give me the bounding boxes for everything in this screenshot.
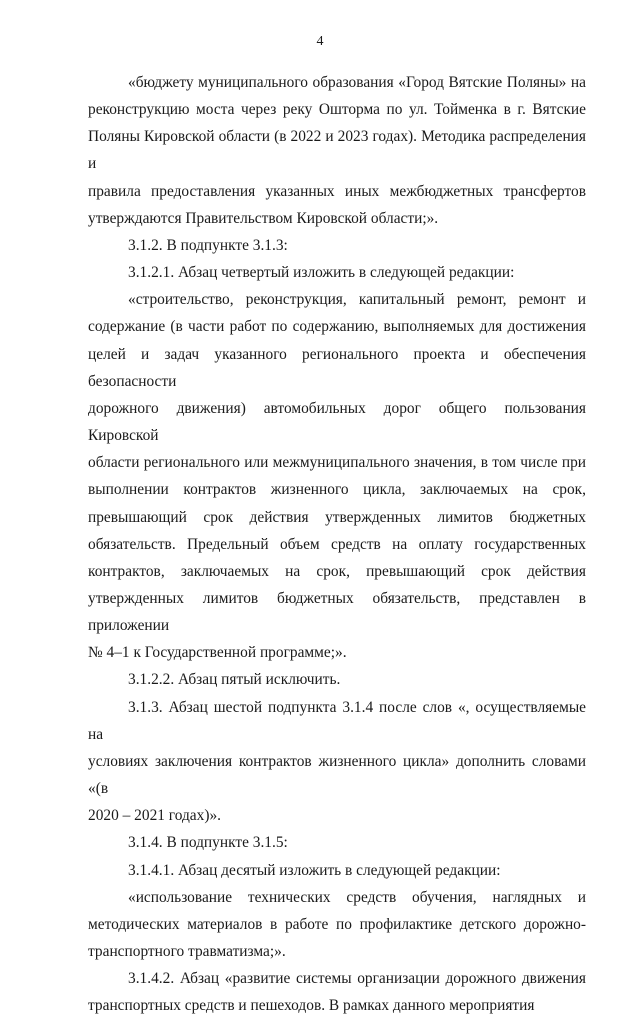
text-line: целей и задач указанного регионального проекта и обеспечения безопасности [88, 345, 586, 390]
paragraph [88, 694, 586, 830]
text-line: утверждаются Правительством Кировской области;». [88, 209, 439, 227]
paragraph [88, 965, 586, 1019]
text-line: условиях заключения контрактов жизненного цикла» дополнить словами «(в [88, 752, 586, 798]
paragraph [88, 666, 586, 693]
text-line: транспортных средств и пешеходов. В рамках данного мероприятия [88, 997, 535, 1015]
text-line: 3.1.2.2. Абзац пятый исключить. [128, 671, 341, 689]
text-line: 3.1.2.1. Абзац четвертый изложить в следующей редакции: [128, 264, 515, 282]
text-line: реконструкцию моста через реку Ошторма по ул. Тойменка в г. Вятские [88, 101, 586, 119]
document-body [88, 69, 586, 1019]
text-line: транспортного травматизма;». [88, 943, 286, 960]
paragraph [88, 884, 586, 965]
text-line: № 4–1 к Государственной программе;». [88, 644, 347, 662]
text-line: содержание (в части работ по содержанию, выполняемых для достижения [88, 318, 586, 336]
text-line: методических материалов в работе по профилактике детского дорожно- [88, 915, 586, 933]
paragraph [88, 286, 586, 666]
text-line: превышающий срок действия утвержденных лимитов бюджетных [88, 508, 586, 526]
paragraph [88, 232, 586, 259]
text-line: «бюджету муниципального образования «Город Вятские Поляны» на [128, 74, 586, 91]
text-line: «использование технических средств обучения, наглядных и [128, 888, 586, 906]
text-line: правила предоставления указанных иных межбюджетных трансфертов [88, 182, 586, 200]
text-line: дорожного движения) автомобильных дорог общего пользования Кировской [88, 399, 586, 445]
text-line: контрактов, заключаемых на срок, превышающий срок действия [88, 562, 586, 580]
text-line: 3.1.2. В подпункте 3.1.3: [128, 236, 288, 254]
text-line: утвержденных лимитов бюджетных обязательств, представлен в приложении [88, 589, 586, 635]
text-line: 2020 – 2021 годах)». [88, 807, 222, 825]
text-line: обязательств. Предельный объем средств на оплату государственных [88, 535, 586, 553]
paragraph [88, 829, 586, 856]
text-line: Поляны Кировской области (в 2022 и 2023 годах). Методика распределения и [88, 128, 586, 173]
text-line: выполнении контрактов жизненного цикла, заключаемых на срок, [88, 481, 586, 499]
text-line: 3.1.4.2. Абзац «развитие системы организации дорожного движения [128, 970, 586, 988]
text-line: 3.1.4.1. Абзац десятый изложить в следующей редакции: [128, 861, 501, 879]
text-line: «строительство, реконструкция, капитальный ремонт, ремонт и [128, 291, 586, 309]
paragraph [88, 69, 586, 232]
text-line: области регионального или межмуниципального значения, в том числе при [88, 454, 586, 472]
text-line: 3.1.4. В подпункте 3.1.5: [128, 834, 288, 852]
paragraph [88, 857, 586, 884]
text-line: 3.1.3. Абзац шестой подпункта 3.1.4 после слов «, осуществляемые на [88, 698, 586, 743]
paragraph [88, 259, 586, 286]
page-number: 4 [316, 34, 324, 49]
